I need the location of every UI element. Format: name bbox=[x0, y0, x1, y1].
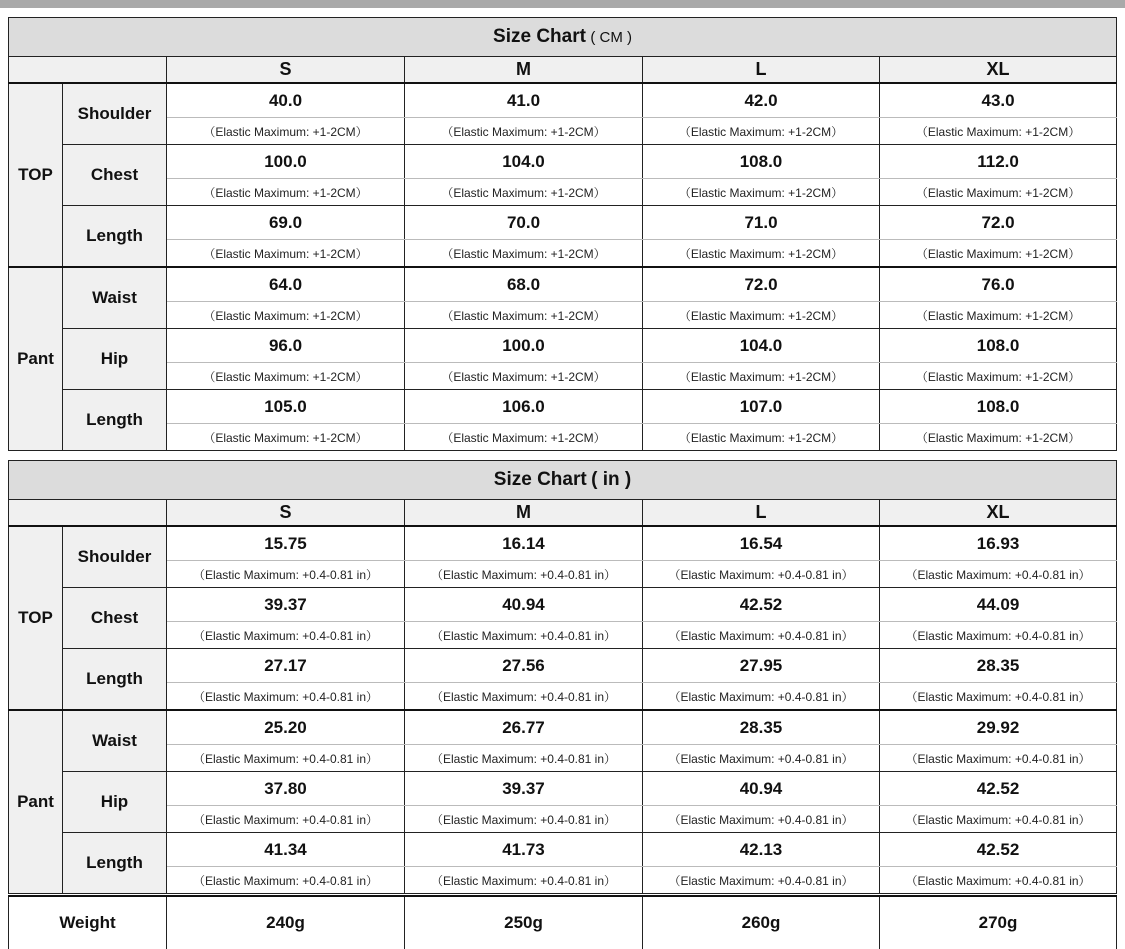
elastic-note-row bbox=[9, 806, 1117, 833]
measurement-label: Hip bbox=[63, 329, 167, 390]
measurement-value: 71.0 bbox=[643, 206, 880, 240]
elastic-note: （Elastic Maximum: +0.4-0.81 in） bbox=[405, 867, 643, 894]
elastic-note: （Elastic Maximum: +1-2CM） bbox=[880, 302, 1117, 329]
category-label: TOP bbox=[9, 83, 63, 267]
measurement-value: 40.0 bbox=[167, 83, 405, 118]
measurement-label: Shoulder bbox=[63, 526, 167, 588]
measurement-value: 41.73 bbox=[405, 833, 643, 867]
category-label: Pant bbox=[9, 710, 63, 894]
weight-table bbox=[8, 895, 1117, 949]
measurement-row bbox=[9, 710, 1117, 745]
measurement-label: Length bbox=[63, 206, 167, 268]
size-header-l: L bbox=[643, 57, 880, 84]
measurement-value: 42.13 bbox=[643, 833, 880, 867]
measurement-row bbox=[9, 649, 1117, 683]
measurement-value: 64.0 bbox=[167, 267, 405, 302]
elastic-note: （Elastic Maximum: +0.4-0.81 in） bbox=[405, 806, 643, 833]
elastic-note: （Elastic Maximum: +1-2CM） bbox=[880, 179, 1117, 206]
measurement-value: 28.35 bbox=[880, 649, 1117, 683]
measurement-value: 72.0 bbox=[880, 206, 1117, 240]
elastic-note: （Elastic Maximum: +1-2CM） bbox=[167, 424, 405, 451]
size-chart-cm-title bbox=[9, 18, 1117, 57]
elastic-note: （Elastic Maximum: +1-2CM） bbox=[405, 240, 643, 268]
measurement-value: 37.80 bbox=[167, 772, 405, 806]
measurement-label: Chest bbox=[63, 145, 167, 206]
elastic-note-row bbox=[9, 179, 1117, 206]
measurement-value: 76.0 bbox=[880, 267, 1117, 302]
size-header-l: L bbox=[643, 500, 880, 527]
elastic-note-row bbox=[9, 424, 1117, 451]
measurement-value: 40.94 bbox=[643, 772, 880, 806]
measurement-value: 16.93 bbox=[880, 526, 1117, 561]
elastic-note: （Elastic Maximum: +0.4-0.81 in） bbox=[405, 622, 643, 649]
size-header-s: S bbox=[167, 57, 405, 84]
measurement-value: 100.0 bbox=[405, 329, 643, 363]
measurement-row bbox=[9, 526, 1117, 561]
measurement-row bbox=[9, 329, 1117, 363]
measurement-value: 112.0 bbox=[880, 145, 1117, 179]
chart-title: Size Chart bbox=[493, 469, 587, 490]
measurement-value: 72.0 bbox=[643, 267, 880, 302]
measurement-label: Length bbox=[63, 833, 167, 894]
measurement-value: 107.0 bbox=[643, 390, 880, 424]
elastic-note: （Elastic Maximum: +1-2CM） bbox=[643, 424, 880, 451]
measurement-value: 27.17 bbox=[167, 649, 405, 683]
measurement-value: 68.0 bbox=[405, 267, 643, 302]
elastic-note: （Elastic Maximum: +0.4-0.81 in） bbox=[405, 561, 643, 588]
measurement-value: 69.0 bbox=[167, 206, 405, 240]
chart-title: Size Chart bbox=[493, 26, 586, 47]
size-header-m: M bbox=[405, 500, 643, 527]
weight-value: 270g bbox=[880, 896, 1117, 949]
measurement-value: 29.92 bbox=[880, 710, 1117, 745]
measurement-row bbox=[9, 267, 1117, 302]
size-header-xl: XL bbox=[880, 57, 1117, 84]
measurement-row bbox=[9, 206, 1117, 240]
measurement-value: 104.0 bbox=[643, 329, 880, 363]
elastic-note: （Elastic Maximum: +1-2CM） bbox=[167, 118, 405, 145]
measurement-label: Length bbox=[63, 649, 167, 711]
elastic-note-row bbox=[9, 240, 1117, 268]
measurement-value: 100.0 bbox=[167, 145, 405, 179]
elastic-note: （Elastic Maximum: +1-2CM） bbox=[167, 179, 405, 206]
elastic-note: （Elastic Maximum: +0.4-0.81 in） bbox=[167, 561, 405, 588]
elastic-note: （Elastic Maximum: +0.4-0.81 in） bbox=[880, 867, 1117, 894]
measurement-row bbox=[9, 145, 1117, 179]
elastic-note: （Elastic Maximum: +1-2CM） bbox=[643, 302, 880, 329]
measurement-value: 44.09 bbox=[880, 588, 1117, 622]
weight-value: 250g bbox=[405, 896, 643, 949]
measurement-label: Chest bbox=[63, 588, 167, 649]
measurement-label: Shoulder bbox=[63, 83, 167, 145]
measurement-value: 39.37 bbox=[167, 588, 405, 622]
elastic-note: （Elastic Maximum: +1-2CM） bbox=[643, 118, 880, 145]
elastic-note-row bbox=[9, 302, 1117, 329]
size-chart-inch-title bbox=[9, 461, 1117, 500]
elastic-note: （Elastic Maximum: +0.4-0.81 in） bbox=[167, 867, 405, 894]
measurement-value: 106.0 bbox=[405, 390, 643, 424]
measurement-row bbox=[9, 83, 1117, 118]
measurement-value: 105.0 bbox=[167, 390, 405, 424]
measurement-value: 70.0 bbox=[405, 206, 643, 240]
size-chart-cm bbox=[8, 17, 1117, 451]
elastic-note: （Elastic Maximum: +0.4-0.81 in） bbox=[880, 745, 1117, 772]
elastic-note: （Elastic Maximum: +0.4-0.81 in） bbox=[405, 683, 643, 711]
elastic-note: （Elastic Maximum: +1-2CM） bbox=[405, 179, 643, 206]
elastic-note-row bbox=[9, 561, 1117, 588]
elastic-note: （Elastic Maximum: +0.4-0.81 in） bbox=[167, 622, 405, 649]
measurement-value: 42.52 bbox=[880, 833, 1117, 867]
measurement-value: 42.52 bbox=[880, 772, 1117, 806]
elastic-note: （Elastic Maximum: +0.4-0.81 in） bbox=[643, 806, 880, 833]
elastic-note: （Elastic Maximum: +1-2CM） bbox=[880, 424, 1117, 451]
measurement-row bbox=[9, 833, 1117, 867]
elastic-note-row bbox=[9, 622, 1117, 649]
elastic-note: （Elastic Maximum: +1-2CM） bbox=[167, 363, 405, 390]
measurement-value: 41.0 bbox=[405, 83, 643, 118]
measurement-label: Length bbox=[63, 390, 167, 451]
measurement-value: 43.0 bbox=[880, 83, 1117, 118]
header-blank bbox=[9, 57, 167, 84]
measurement-row bbox=[9, 588, 1117, 622]
measurement-value: 16.54 bbox=[643, 526, 880, 561]
chart-unit: ( CM ) bbox=[590, 29, 633, 46]
measurement-value: 42.0 bbox=[643, 83, 880, 118]
elastic-note: （Elastic Maximum: +1-2CM） bbox=[167, 240, 405, 268]
elastic-note: （Elastic Maximum: +0.4-0.81 in） bbox=[643, 622, 880, 649]
measurement-value: 42.52 bbox=[643, 588, 880, 622]
elastic-note: （Elastic Maximum: +1-2CM） bbox=[405, 302, 643, 329]
chart-unit: ( in ) bbox=[591, 469, 632, 490]
size-header-xl: XL bbox=[880, 500, 1117, 527]
elastic-note: （Elastic Maximum: +0.4-0.81 in） bbox=[643, 867, 880, 894]
measurement-value: 39.37 bbox=[405, 772, 643, 806]
measurement-label: Waist bbox=[63, 710, 167, 772]
measurement-value: 27.56 bbox=[405, 649, 643, 683]
elastic-note: （Elastic Maximum: +0.4-0.81 in） bbox=[405, 745, 643, 772]
measurement-value: 26.77 bbox=[405, 710, 643, 745]
header-blank bbox=[9, 500, 167, 527]
measurement-value: 28.35 bbox=[643, 710, 880, 745]
measurement-value: 27.95 bbox=[643, 649, 880, 683]
measurement-label: Waist bbox=[63, 267, 167, 329]
category-label: TOP bbox=[9, 526, 63, 710]
measurement-value: 15.75 bbox=[167, 526, 405, 561]
measurement-value: 41.34 bbox=[167, 833, 405, 867]
elastic-note: （Elastic Maximum: +1-2CM） bbox=[643, 363, 880, 390]
weight-value: 240g bbox=[167, 896, 405, 949]
elastic-note: （Elastic Maximum: +1-2CM） bbox=[880, 363, 1117, 390]
elastic-note: （Elastic Maximum: +1-2CM） bbox=[405, 118, 643, 145]
elastic-note: （Elastic Maximum: +0.4-0.81 in） bbox=[880, 561, 1117, 588]
measurement-value: 108.0 bbox=[880, 390, 1117, 424]
elastic-note: （Elastic Maximum: +0.4-0.81 in） bbox=[880, 622, 1117, 649]
elastic-note: （Elastic Maximum: +0.4-0.81 in） bbox=[167, 806, 405, 833]
measurement-row bbox=[9, 390, 1117, 424]
elastic-note: （Elastic Maximum: +1-2CM） bbox=[880, 240, 1117, 268]
elastic-note: （Elastic Maximum: +0.4-0.81 in） bbox=[643, 745, 880, 772]
elastic-note: （Elastic Maximum: +1-2CM） bbox=[167, 302, 405, 329]
weight-value: 260g bbox=[643, 896, 880, 949]
elastic-note: （Elastic Maximum: +1-2CM） bbox=[643, 240, 880, 268]
elastic-note: （Elastic Maximum: +0.4-0.81 in） bbox=[167, 745, 405, 772]
elastic-note-row bbox=[9, 363, 1117, 390]
elastic-note: （Elastic Maximum: +1-2CM） bbox=[405, 363, 643, 390]
elastic-note: （Elastic Maximum: +1-2CM） bbox=[405, 424, 643, 451]
size-header-m: M bbox=[405, 57, 643, 84]
measurement-value: 108.0 bbox=[880, 329, 1117, 363]
elastic-note-row bbox=[9, 118, 1117, 145]
elastic-note: （Elastic Maximum: +0.4-0.81 in） bbox=[880, 806, 1117, 833]
elastic-note: （Elastic Maximum: +1-2CM） bbox=[880, 118, 1117, 145]
elastic-note: （Elastic Maximum: +0.4-0.81 in） bbox=[643, 561, 880, 588]
elastic-note-row bbox=[9, 683, 1117, 711]
elastic-note: （Elastic Maximum: +0.4-0.81 in） bbox=[167, 683, 405, 711]
weight-label: Weight bbox=[9, 896, 167, 949]
elastic-note-row bbox=[9, 867, 1117, 894]
measurement-value: 25.20 bbox=[167, 710, 405, 745]
elastic-note-row bbox=[9, 745, 1117, 772]
elastic-note: （Elastic Maximum: +0.4-0.81 in） bbox=[880, 683, 1117, 711]
size-chart-inch bbox=[8, 460, 1117, 894]
measurement-value: 16.14 bbox=[405, 526, 643, 561]
measurement-label: Hip bbox=[63, 772, 167, 833]
top-border-bar bbox=[0, 0, 1125, 8]
size-header-s: S bbox=[167, 500, 405, 527]
weight-row bbox=[9, 896, 1117, 949]
measurement-row bbox=[9, 772, 1117, 806]
elastic-note: （Elastic Maximum: +1-2CM） bbox=[643, 179, 880, 206]
category-label: Pant bbox=[9, 267, 63, 451]
measurement-value: 96.0 bbox=[167, 329, 405, 363]
measurement-value: 40.94 bbox=[405, 588, 643, 622]
elastic-note: （Elastic Maximum: +0.4-0.81 in） bbox=[643, 683, 880, 711]
measurement-value: 108.0 bbox=[643, 145, 880, 179]
measurement-value: 104.0 bbox=[405, 145, 643, 179]
